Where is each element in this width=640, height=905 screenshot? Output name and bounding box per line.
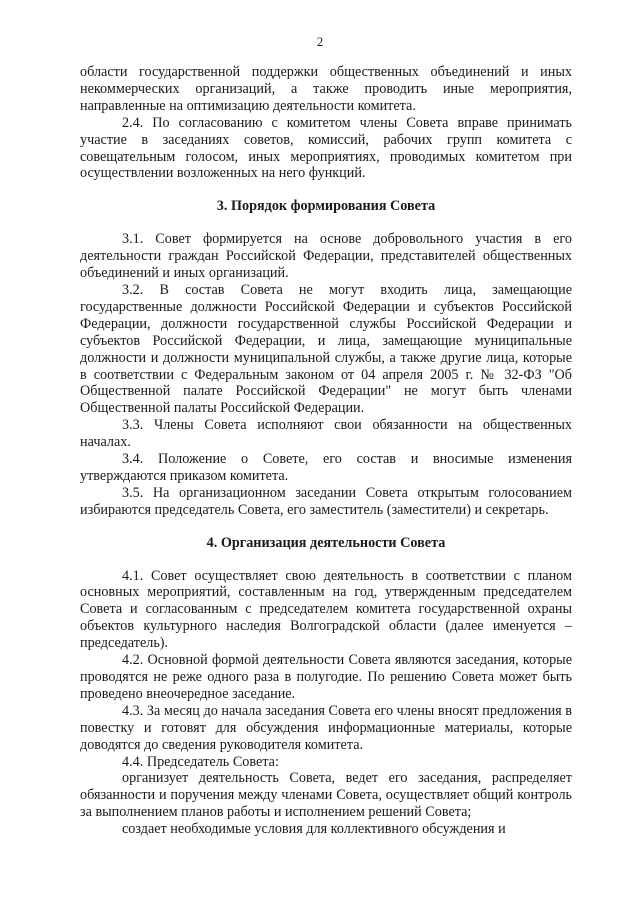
paragraph-3-5: 3.5. На организационном заседании Совета открытым голосованием избираются председатель Совета, его заместитель (заместители) и секретарь.	[80, 484, 572, 518]
paragraph-3-4: 3.4. Положение о Совете, его состав и вносимые изменения утверждаются приказом комитета.	[80, 451, 572, 484]
document-body	[80, 64, 572, 838]
paragraph-4-4-item-creates: создает необходимые условия для коллективного обсуждения и	[122, 821, 506, 838]
paragraph-4-4: 4.4. Председатель Совета:	[122, 753, 279, 770]
paragraph-4-2: 4.2. Основной формой деятельности Совета являются заседания, которые проводятся не реже одного раза в полугодие. По решению Совета может быть проведено внеочередное заседание.	[80, 652, 572, 702]
section-heading-4: 4. Организация деятельности Совета	[206, 534, 446, 551]
page-number: 2	[316, 34, 324, 49]
paragraph-2-3-continued: области государственной поддержки общественных объединений и иных некоммерческих организаций, а также проводить иные мероприятия, направленные на оптимизацию деятельности комитета.	[80, 64, 572, 114]
paragraph-3-3: 3.3. Члены Совета исполняют свои обязанности на общественных началах.	[80, 417, 572, 451]
section-heading-3: 3. Порядок формирования Совета	[216, 198, 436, 215]
paragraph-3-2: 3.2. В состав Совета не могут входить лица, замещающие государственные должности Российской Федерации и субъектов Российской Федерации, должности государственной службы Российской Федерации и субъектов Российской Федерации, и лица, замещающие муниципальные должности и должности муниципальной службы, а также другие лица, которые в соответствии с Федеральным законом от 04 апреля 2005 г. № 32-ФЗ "Об Общественной палате Российской Федерации" не могут быть членами Общественной палаты Российской Федерации.	[80, 281, 572, 417]
paragraph-3-1: 3.1. Совет формируется на основе добровольного участия в его деятельности граждан Российской Федерации, представителей общественных объединений и иных организаций.	[80, 231, 572, 282]
paragraph-4-1: 4.1. Совет осуществляет свою деятельность в соответствии с планом основных мероприятий, составленным на год, утвержденным председателем Совета и согласованным с председателем комитета государственной охраны объектов культурного наследия Волгоградской области (далее именуется – председатель).	[80, 567, 572, 652]
paragraph-2-4: 2.4. По согласованию с комитетом члены Совета вправе принимать участие в заседаниях советов, комиссий, рабочих групп комитета с совещательным голосом, иных мероприятиях, проводимых комитетом при осуществлении возложенных на него функций.	[80, 114, 572, 182]
paragraph-4-3: 4.3. За месяц до начала заседания Совета его члены вносят предложения в повестку и готовят для обсуждения информационные материалы, которые доводятся до сведения руководителя комитета.	[80, 702, 572, 753]
paragraph-4-4-item-organizes: организует деятельность Совета, ведет его заседания, распределяет обязанности и поручения между членами Совета, осуществляет общий контроль за выполнением планов работы и исполнением решений Совета;	[80, 770, 572, 821]
